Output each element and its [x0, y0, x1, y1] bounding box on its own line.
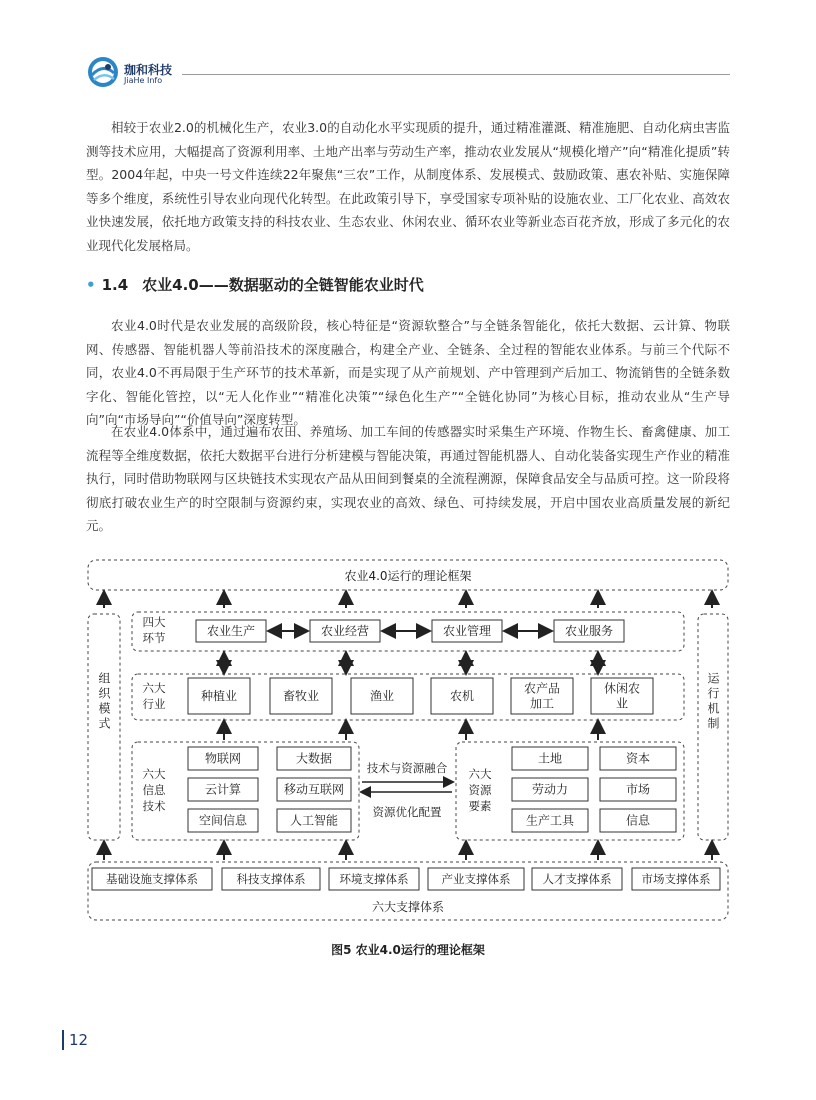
info-label-part1: 六大: [142, 767, 166, 781]
brand-name-cn: 珈和科技: [124, 63, 173, 77]
resource-6-label: 信息: [625, 813, 651, 828]
info-items: [188, 747, 351, 832]
row2-label-part1: 六大: [142, 681, 166, 695]
resource-1-label: 土地: [537, 751, 563, 766]
info-tech-2-label: 大数据: [295, 751, 333, 766]
section-heading: [86, 274, 424, 295]
jiahe-logo-icon: [86, 55, 120, 89]
bottom-title: 六大支撑体系: [371, 900, 445, 914]
industry-6-label: 休闲农: [603, 681, 641, 696]
industry-2-label: 畜牧业: [282, 689, 320, 703]
industry-1-label: 种植业: [200, 689, 238, 703]
right-side-label: 运行机制: [706, 672, 720, 732]
resource-3-label: 劳动力: [531, 782, 569, 797]
paragraph-agri-4-intro: 农业4.0时代是农业发展的高级阶段，核心特征是“资源软整合”与全链条智能化，依托大数据、云计算、物联网、传感器、智能机器人等前沿技术的深度融合，构建全产业、全链条、全过程的智能农业体系。与前三个代际不同，农业4.0不再局限于生产环节的技术革新，而是实现了从产前规划、产中管理到产后加工、物流销售的全链条数字化、智能化管控，以“无人化作业”“精准化决策”“绿色化生产”“全链化协同”为核心目标，推动农业从“生产导向”向“市场导向”“价值导向”深度转型。: [86, 318, 730, 427]
bullet-icon: •: [86, 276, 96, 294]
support-items: [92, 868, 720, 890]
row2-items: [188, 678, 653, 714]
row1-label-part1: 四大: [142, 615, 166, 629]
industry-3-label: 渔业: [369, 689, 395, 703]
paragraph-agri-3: 相较于农业2.0的机械化生产，农业3.0的自动化水平实现质的提升，通过精准灌溉、精准施肥、自动化病虫害监测等技术应用，大幅提高了资源利用率、土地产出率与劳动生产率，推动农业发展从“规模化增产”向“精准化提质”转型。2004年起，中央一号文件连续22年聚焦“三农”工作，从制度体系、发展模式、鼓励政策、惠农补贴、实施保障等多个维度，系统性引导农业向现代化转型。在此政策引导下，享受国家专项补贴的设施农业、工厂化农业、高效农业快速发展，依托地方政策支持的科技农业、生态农业、休闲农业、循环农业等新业态百花齐放，形成了多元化的农业现代化发展格局。: [86, 120, 730, 253]
resource-items: [512, 747, 676, 832]
info-tech-4-label: 移动互联网: [283, 782, 345, 797]
support-1-label: 基础设施支撑体系: [106, 872, 198, 886]
stage-1-label: 农业生产: [206, 624, 256, 638]
section-title: 农业4.0——数据驱动的全链智能农业时代: [142, 276, 424, 294]
support-2-label: 科技支撑体系: [236, 872, 306, 886]
page-number: 12: [62, 1030, 88, 1050]
info-tech-5-label: 空间信息: [198, 813, 248, 828]
stage-3-label: 农业管理: [442, 624, 492, 638]
info-label-part2: 信息: [142, 783, 166, 797]
industry-6-label: 业: [615, 696, 629, 711]
support-5-label: 人才支撑体系: [542, 872, 612, 886]
info-tech-3-label: 云计算: [204, 782, 242, 797]
support-6-label: 市场支撑体系: [641, 872, 711, 886]
info-label-part3: 技术: [142, 799, 166, 813]
resource-5-label: 生产工具: [525, 813, 575, 828]
header-divider: [182, 74, 730, 75]
stage-2-label: 农业经营: [320, 624, 370, 638]
figure-caption: 图5 农业4.0运行的理论框架: [331, 943, 485, 957]
support-4-label: 产业支撑体系: [441, 872, 511, 886]
row1-label-part2: 环节: [142, 631, 166, 645]
info-tech-6-label: 人工智能: [289, 813, 339, 828]
row2-label-part2: 行业: [142, 697, 166, 711]
resource-label-part2: 资源: [468, 783, 492, 797]
industry-5-label: 农产品: [523, 681, 561, 696]
left-side-label: 组织模式: [97, 672, 111, 732]
resource-4-label: 市场: [625, 782, 651, 797]
paragraph-agri-4-system: 在农业4.0体系中，通过遍布农田、养殖场、加工车间的传感器实时采集生产环境、作物生长、畜禽健康、加工流程等全维度数据，依托大数据平台进行分析建模与智能决策，再通过智能机器人、自动化装备实现生产作业的精准执行，同时借助物联网与区块链技术实现农产品从田间到餐桌的全流程溯源，保障食品安全与品质可控。这一阶段将彻底打破农业生产的时空限制与资源约束，实现农业的高效、绿色、可持续发展，开启中国农业高质量发展的新纪元。: [86, 424, 730, 533]
section-number: 1.4: [101, 276, 129, 294]
page-header: [86, 55, 730, 89]
resource-2-label: 资本: [625, 751, 651, 766]
brand-name-en: JiaHe Info: [124, 76, 163, 85]
resource-label-part3: 要素: [468, 799, 492, 813]
resource-label-part1: 六大: [468, 767, 492, 781]
industry-5-label: 加工: [529, 696, 555, 711]
top-title: 农业4.0运行的理论框架: [344, 569, 472, 583]
middle-bottom-label: 资源优化配置: [372, 805, 442, 819]
stage-4-label: 农业服务: [564, 624, 614, 638]
support-3-label: 环境支撑体系: [339, 872, 409, 886]
middle-top-label: 技术与资源融合: [366, 761, 448, 775]
industry-4-label: 农机: [449, 689, 475, 703]
framework-diagram: [84, 556, 734, 926]
info-tech-1-label: 物联网: [204, 751, 242, 766]
